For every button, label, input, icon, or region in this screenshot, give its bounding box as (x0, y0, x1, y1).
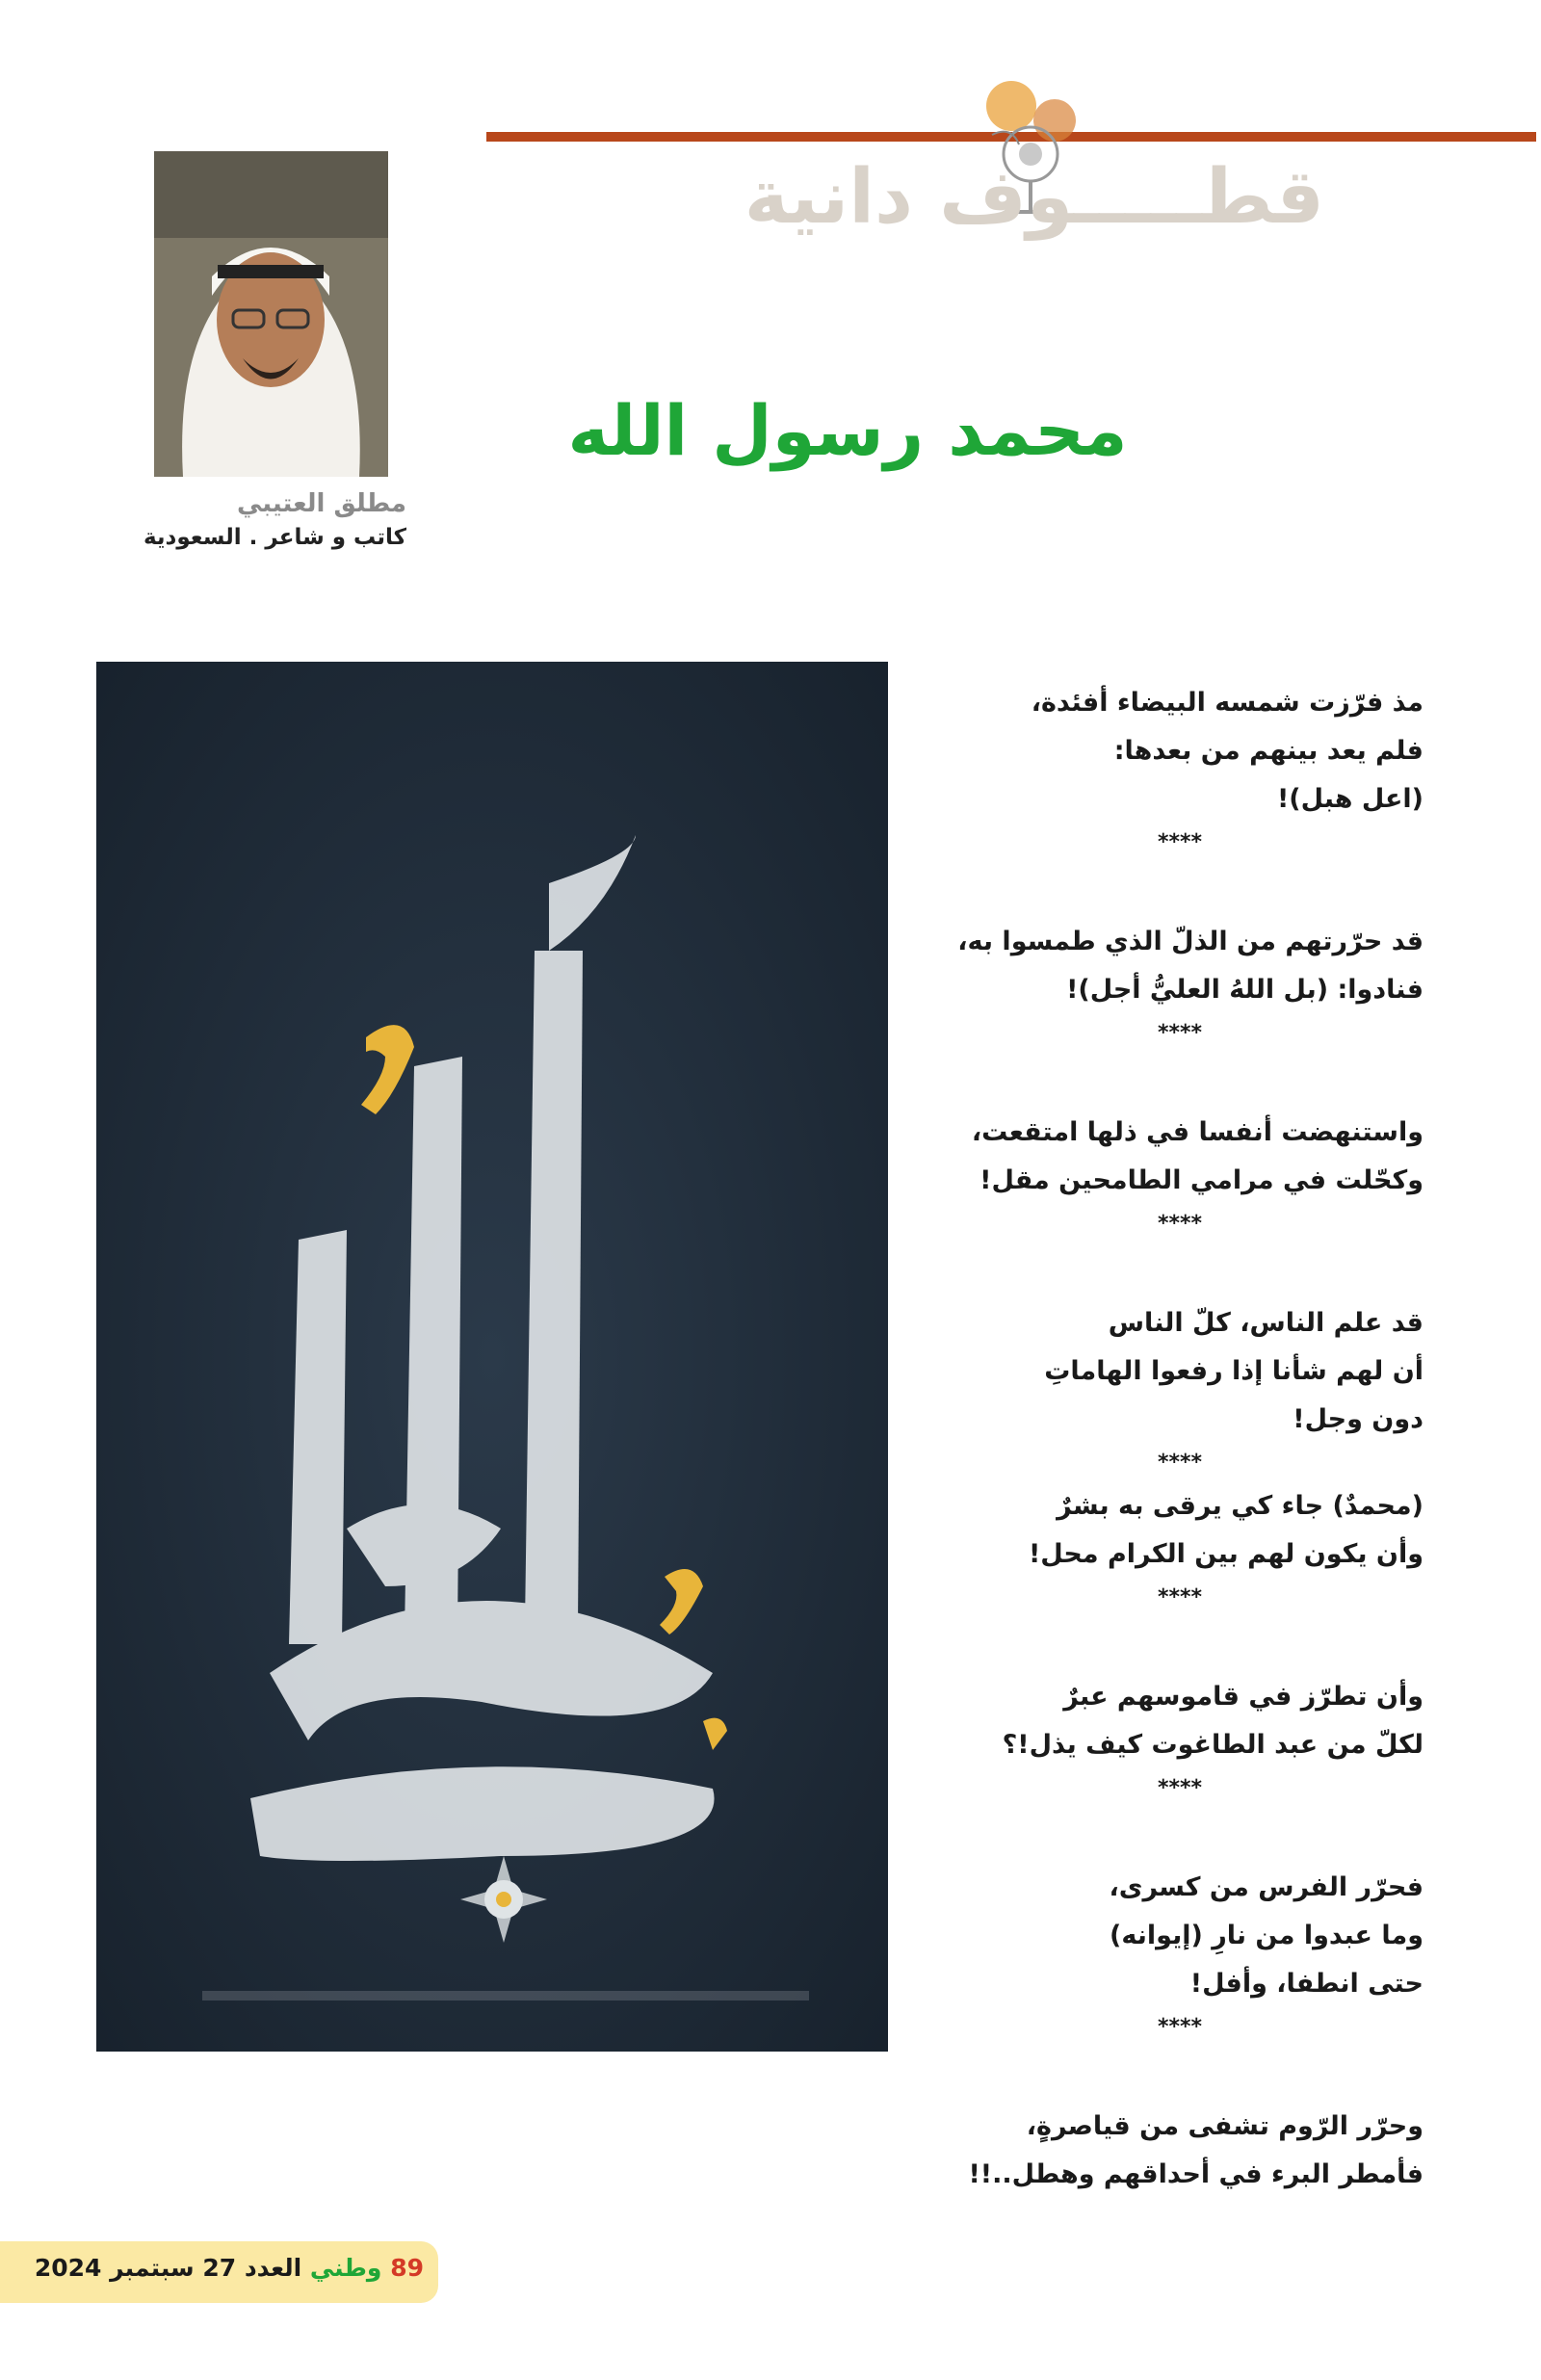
author-role: كاتب و شاعر . السعودية (143, 525, 406, 550)
poem-line: فنادوا: (بل اللهُ العليُّ أجل)! (1066, 975, 1423, 1005)
stanza-separator: **** (1157, 1776, 1202, 1800)
calligraphy-artwork (96, 662, 888, 2052)
stanza (867, 1109, 1423, 1243)
author-name: مطلق العتيبي (236, 489, 406, 518)
poem-line: واستنهضت أنفسا في ذلها امتقعت، (971, 1117, 1423, 1147)
stanza-separator: **** (1157, 1021, 1202, 1045)
poem-line: (محمدٌ) جاء كي يرقى به بشرٌ (1057, 1491, 1423, 1521)
poem-line: وحرّر الرّوم تشفى من قياصرةٍ، (1026, 2111, 1423, 2141)
stanza (867, 2103, 1423, 2199)
page-footer (34, 2254, 424, 2282)
poem (867, 679, 1423, 2199)
avatar (154, 151, 388, 477)
section-logo (744, 58, 1377, 241)
poem-line: (اعل هبل)! (1276, 784, 1423, 814)
calligraphy-icon (96, 662, 888, 2052)
stanza (867, 918, 1423, 1053)
poem-line: لكلّ من عبد الطاغوت كيف يذل!؟ (1002, 1730, 1423, 1760)
stanza-separator: **** (1157, 830, 1202, 854)
stanza (867, 1482, 1423, 1617)
stanza (867, 679, 1423, 862)
stanza-separator: **** (1157, 1451, 1202, 1475)
author-photo (154, 151, 388, 477)
logo-text: قطـــــوف دانية (744, 154, 1324, 241)
poem-line: وأن يكون لهم بين الكرام محل! (1028, 1539, 1423, 1569)
poem-line: وأن تطرّز في قاموسهم عبرٌ (1063, 1682, 1423, 1712)
poem-line: قد علم الناس، كلّ الناس (1108, 1308, 1423, 1338)
stanza-separator: **** (1157, 2015, 1202, 2039)
issue-info: العدد 27 سبتمبر 2024 (34, 2254, 302, 2282)
poem-line: حتى انطفا، وأفل! (1189, 1969, 1423, 1999)
poem-line: وكحّلت في مرامي الطامحين مقل! (979, 1165, 1423, 1195)
poem-line: فلم يعد بينهم من بعدها: (1113, 736, 1423, 766)
poem-line: أن لهم شأنا إذا رفعوا الهاماتِ (1044, 1356, 1423, 1386)
stanza (867, 1299, 1423, 1482)
poem-line: مذ فرّزت شمسه البيضاء أفئدة، (1031, 688, 1423, 718)
stanza (867, 1864, 1423, 2047)
stanza-separator: **** (1157, 1212, 1202, 1236)
poem-line: قد حرّرتهم من الذلّ الذي طمسوا به، (957, 927, 1423, 956)
stanza (867, 1673, 1423, 1808)
poem-line: فأمطر البرء في أحداقهم وهطل..!! (968, 2159, 1423, 2189)
poem-line: فحرّر الفرس من كسرى، (1109, 1872, 1423, 1902)
poem-line: دون وجل! (1293, 1404, 1423, 1434)
magazine-brand: وطني (309, 2254, 382, 2282)
stanza-separator: **** (1157, 1585, 1202, 1609)
page-title: محمد رسول الله (567, 390, 1128, 471)
page-number: 89 (390, 2254, 424, 2282)
poem-line: وما عبدوا من نارِ (إيوانه) (1110, 1921, 1423, 1950)
